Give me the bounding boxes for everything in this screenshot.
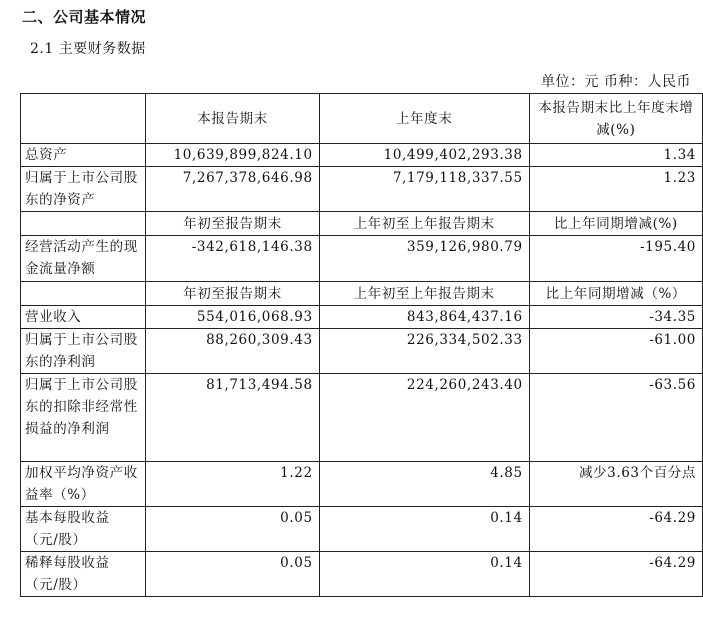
row-value-change: -34.35 [529,306,702,329]
table-header-row [21,94,703,144]
subheader-change-yoy: 比上年同期增减(%) [529,212,702,236]
subheader-ytd: 年初至报告期末 [146,282,319,306]
table-row [21,507,703,552]
subheader-ytd: 年初至报告期末 [146,212,319,236]
table-row [21,167,703,212]
header-prior-year-end: 上年度末 [319,94,529,144]
section-title: 二、公司基本情况 [22,8,147,26]
row-value-change: -64.29 [529,507,702,552]
header-period-end: 本报告期末 [146,94,319,144]
row-value-current: 7,267,378,646.98 [146,167,319,212]
financial-data-table [20,93,703,597]
row-value-change: -195.40 [529,236,702,282]
row-value-prior: 7,179,118,337.55 [319,167,529,212]
row-value-change: -64.29 [529,552,702,597]
row-label: 稀释每股收益（元/股） [21,552,146,597]
row-value-prior: 10,499,402,293.38 [319,144,529,167]
row-label: 经营活动产生的现金流量净额 [21,236,146,282]
row-value-current: 10,639,899,824.10 [146,144,319,167]
row-value-current: 0.05 [146,552,319,597]
row-value-current: -342,618,146.38 [146,236,319,282]
subheader-prior-ytd: 上年初至上年报告期末 [319,212,529,236]
row-value-prior: 0.14 [319,507,529,552]
table-row [21,552,703,597]
row-value-change: 1.34 [529,144,702,167]
table-row [21,462,703,507]
row-label: 基本每股收益（元/股） [21,507,146,552]
row-value-change: 1.23 [529,167,702,212]
row-value-prior: 224,260,243.40 [319,374,529,462]
subheader-prior-ytd: 上年初至上年报告期末 [319,282,529,306]
row-value-current: 0.05 [146,507,319,552]
row-value-current: 88,260,309.43 [146,329,319,374]
header-cell-blank [21,94,146,144]
table-row [21,306,703,329]
table-row [21,374,703,462]
row-value-current: 81,713,494.58 [146,374,319,462]
row-value-prior: 226,334,502.33 [319,329,529,374]
row-value-current: 1.22 [146,462,319,507]
row-value-prior: 359,126,980.79 [319,236,529,282]
row-value-prior: 0.14 [319,552,529,597]
unit-currency-note: 单位：元 币种：人民币 [541,74,691,90]
header-change-vs-prior-year-end: 本报告期末比上年度末增减(%) [529,94,702,144]
row-label: 总资产 [21,144,146,167]
table-subheader-row [21,282,703,306]
row-label: 归属于上市公司股东的净利润 [21,329,146,374]
row-label: 归属于上市公司股东的扣除非经常性损益的净利润 [21,374,146,462]
subheader-change-yoy: 比上年同期增减（%） [529,282,702,306]
row-label: 归属于上市公司股东的净资产 [21,167,146,212]
row-label: 加权平均净资产收益率（%） [21,462,146,507]
row-label: 营业收入 [21,306,146,329]
table-subheader-row [21,212,703,236]
row-value-prior: 4.85 [319,462,529,507]
subheader-cell-blank [21,282,146,306]
row-value-change: -61.00 [529,329,702,374]
row-value-current: 554,016,068.93 [146,306,319,329]
table-row [21,329,703,374]
subsection-title: 2.1 主要财务数据 [30,41,146,57]
row-value-change: 减少3.63个百分点 [529,462,702,507]
subheader-cell-blank [21,212,146,236]
table-row [21,144,703,167]
row-value-change: -63.56 [529,374,702,462]
row-value-prior: 843,864,437.16 [319,306,529,329]
table-row [21,236,703,282]
